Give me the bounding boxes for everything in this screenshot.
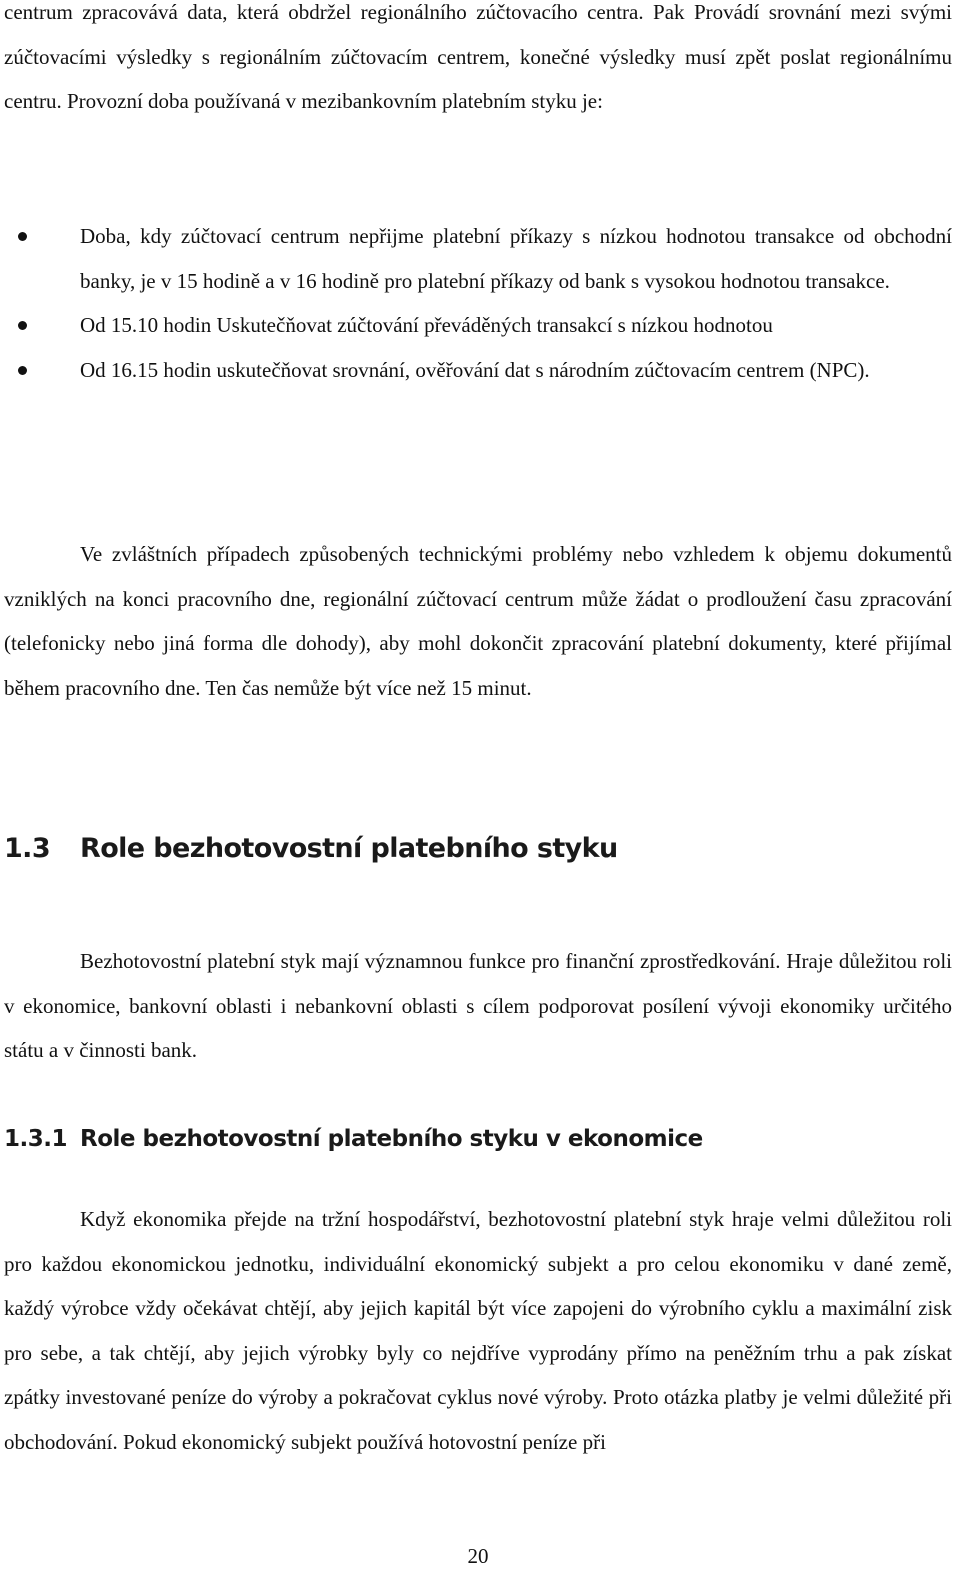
section-1-3-paragraph: Bezhotovostní platební styk mají významnou funkce pro finanční zprostředkování. Hraje důležitou roli v ekonomice, bankovní oblasti i nebankovní oblasti s cílem podporovat posílení vývoji ekonomiky určitého státu a v činnosti bank.: [4, 949, 952, 1062]
bullet-icon: [4, 303, 80, 348]
section-number: 1.3: [4, 833, 51, 864]
list-item: Od 15.10 hodin Uskutečňovat zúčtování převáděných transakcí s nízkou hodnotou: [4, 303, 952, 348]
bullet-icon: [4, 214, 80, 259]
section-1-3-1-paragraph: Když ekonomika přejde na tržní hospodářství, bezhotovostní platební styk hraje velmi důležitou roli pro každou ekonomickou jednotku, individuální ekonomický subjekt a pro celou ekonomiku v dané země, každý výrobce vždy očekávat chtějí, aby jejich kapitál být více zapojeni do výrobního cyklu a maximální zisk pro sebe, a tak chtějí, aby jejich výrobky byly co nejdříve vyprodány přímo na peněžním trhu a pak získat zpátky investované peníze do výroby a pokračovat cyklus nové výroby. Proto otázka platby je velmi důležité při obchodování. Pokud ekonomický subjekt používá hotovostní peníze při: [4, 1207, 952, 1454]
bullet-icon: [4, 348, 80, 393]
special-cases-paragraph: Ve zvláštních případech způsobených technickými problémy nebo vzhledem k objemu dokumentů vzniklých na konci pracovního dne, regionální zúčtovací centrum může žádat o prodloužení času zpracování (telefonicky nebo jiná forma dle dohody), aby mohl dokončit zpracování platební dokumenty, které přijímal během pracovního dne. Ten čas nemůže být více než 15 minut.: [4, 542, 952, 700]
section-title: Role bezhotovostní platebního styku: [80, 833, 618, 864]
page-number: 20: [467, 1544, 489, 1568]
intro-paragraph: centrum zpracovává data, která obdržel regionálního zúčtovacího centra. Pak Provádí srovnání mezi svými zúčtovacími výsledky s regionálním zúčtovacím centrem, konečné výsledky musí zpět poslat regionálnímu centru. Provozní doba používaná v mezibankovním platebním styku je:: [4, 0, 952, 113]
section-heading-1-3-1: [4, 1126, 703, 1152]
section-heading-1-3: [4, 833, 618, 864]
list-item: Doba, kdy zúčtovací centrum nepřijme platební příkazy s nízkou hodnotou transakce od obchodní banky, je v 15 hodině a v 16 hodině pro platební příkazy od bank s vysokou hodnotou transakce.: [4, 214, 952, 303]
section-number: 1.3.1: [4, 1126, 67, 1152]
list-item: Od 16.15 hodin uskutečňovat srovnání, ověřování dat s národním zúčtovacím centrem (NPC).: [4, 348, 952, 393]
operating-hours-list: [4, 214, 952, 392]
section-title: Role bezhotovostní platebního styku v ekonomice: [80, 1126, 703, 1152]
